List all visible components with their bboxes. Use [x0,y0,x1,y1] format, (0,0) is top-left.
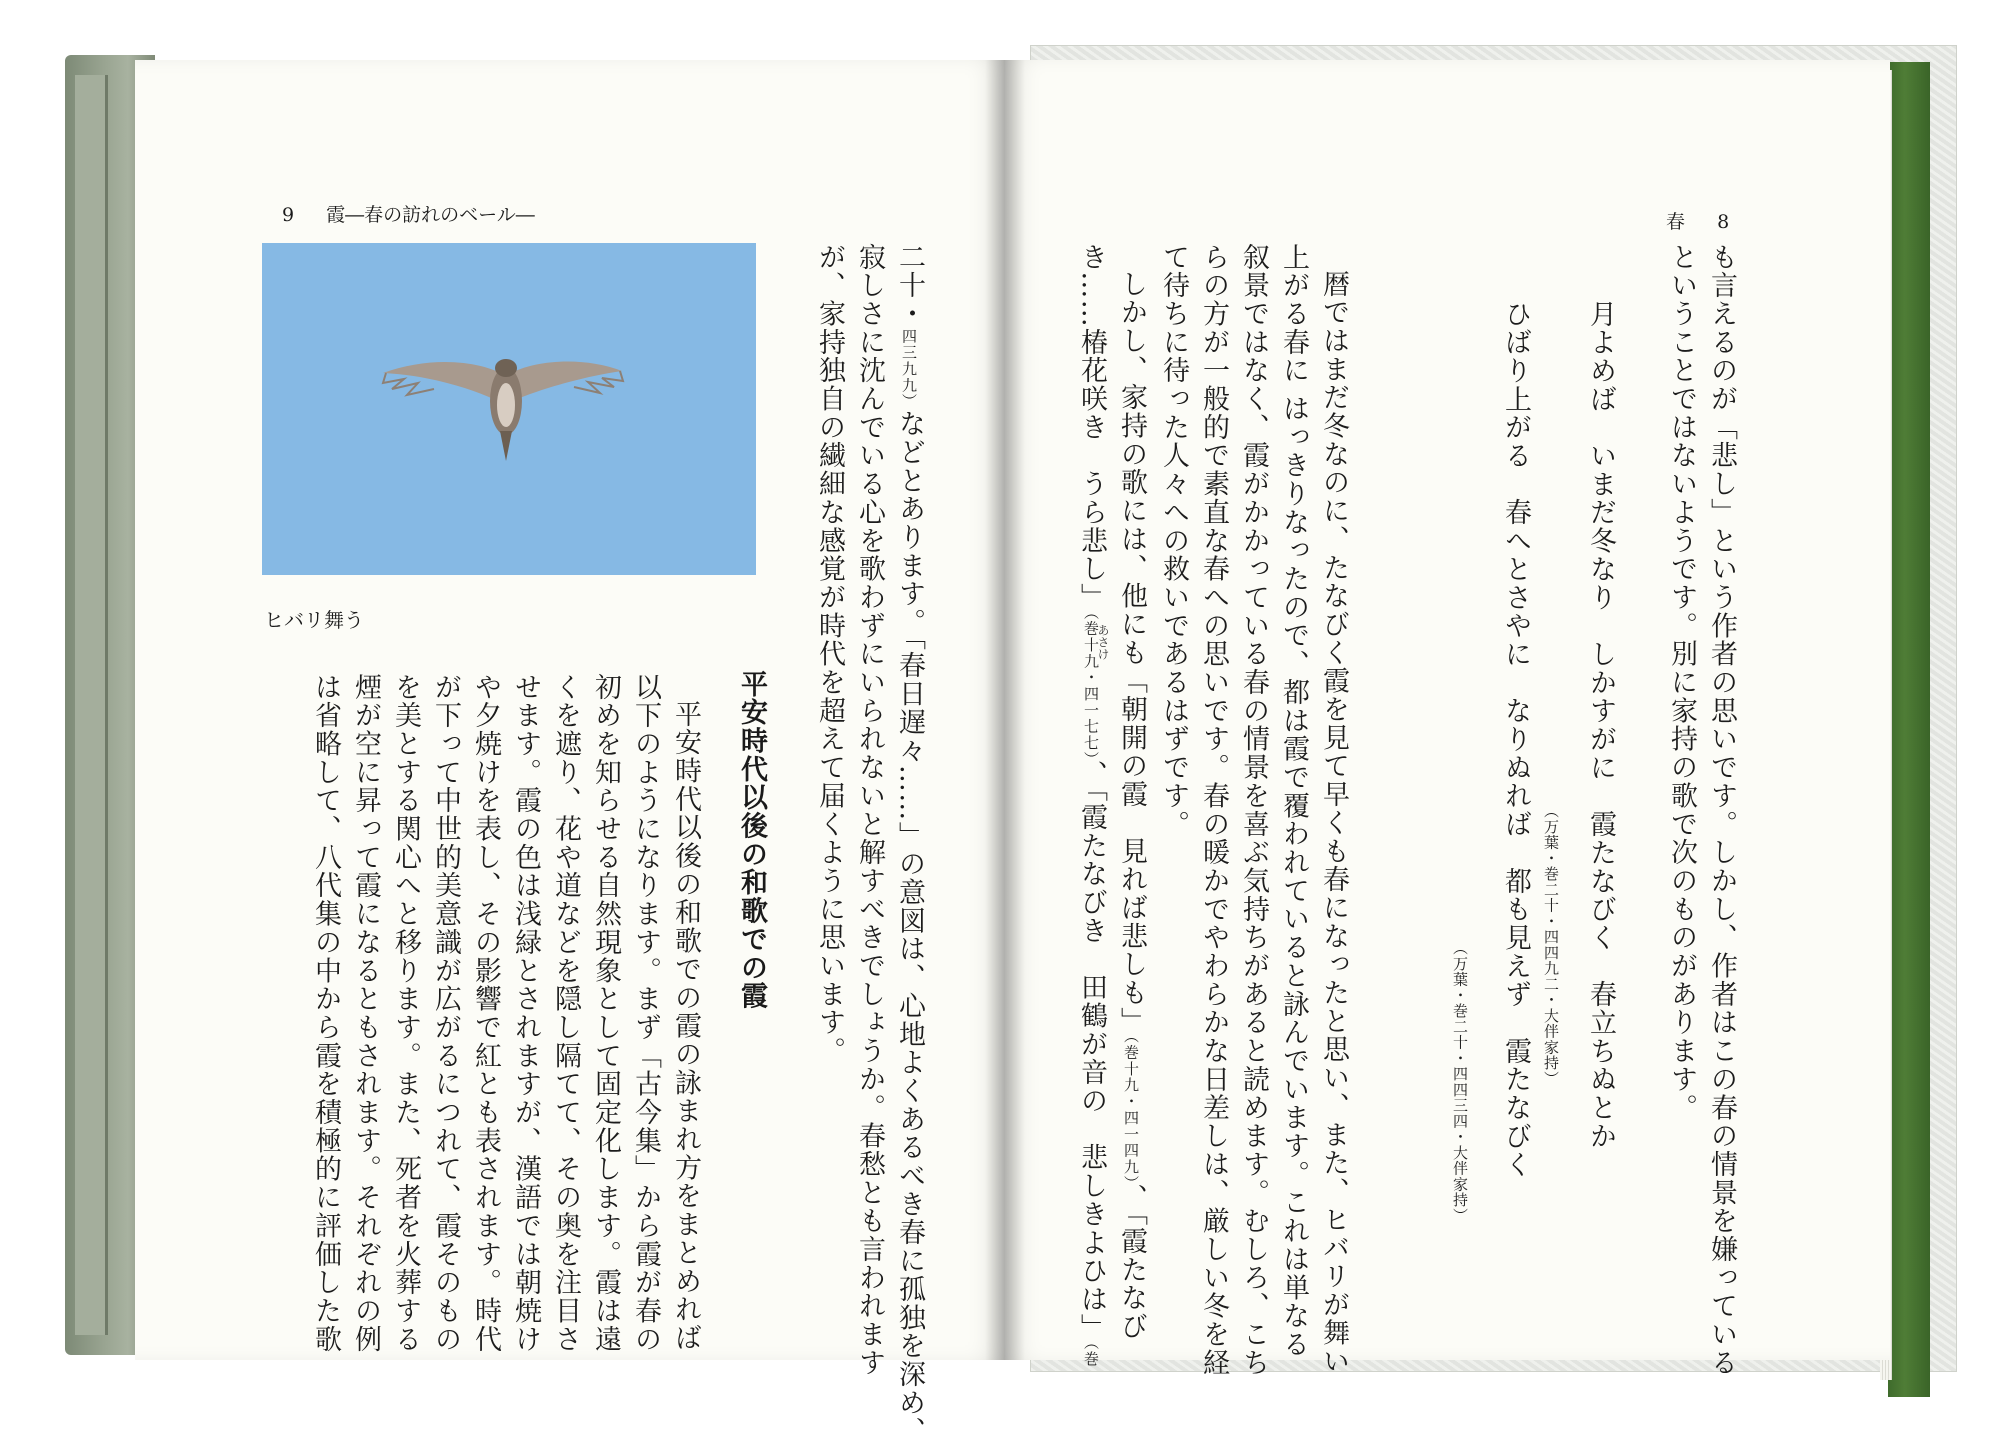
photo-caption: ヒバリ舞う [264,608,364,632]
cover-green-band [1888,62,1930,1397]
right-body-line-6 [1118,270,1145,1341]
left-body-line-10: は省略して、八代集の中から霞を積極的に評価した歌 [310,673,341,1354]
skylark-photo [262,243,756,575]
section-heading: 平安時代以後の和歌での霞 [736,670,767,1011]
right-body-line-4: らの方が一般的で素直な春への思いです。春の暖かでやわらかな日差しは、厳しい冬を経 [1198,243,1229,1377]
left-body-line-3: 初めを知らせる自然現象として固定化します。霞は遠 [590,673,621,1354]
skylark-image [262,243,756,575]
poem-1: 月よめば いまだ冬なり しかすがに 霞たなびく 春立ちぬとか [1585,300,1616,1151]
left-body-line-2: 以下のようになります。まず「古今集」から霞が春の [630,673,661,1354]
left-body-line-6: や夕焼けを表し、その影響で紅とも表されます。時代 [470,673,501,1354]
left-body-line-9: 煙が空に昇って霞になるともされます。それぞれの例 [350,673,381,1354]
left-body-line-4: くを遮り、花や道などを隠し隔てて、その奥を注目さ [550,673,581,1354]
right-intro-line-1: も言えるのが「悲し」という作者の思いです。しかし、作者はこの春の情景を嫌っている [1706,243,1737,1377]
left-body-line-5: せます。霞の色は浅緑とされますが、漢語では朝焼け [510,673,541,1354]
ruby-asake: あさけ [1096,624,1110,660]
line-rest: などとあります。「春日遅々……」の意図は、心地よくあるべき春に孤独を深め、 [894,409,925,1446]
line-7-citation: （巻十九・四一七七） [1082,611,1100,761]
right-body-line-7 [1078,243,1105,1367]
poem-2-source: （万葉・巻二十・四四三四・大伴家持） [1451,940,1469,1224]
line-6-text: しかし、家持の歌には、他にも「朝開の霞 見れば悲しも」 [1116,270,1147,1036]
poem-2: ひばり上がる 春へとさやに なりぬれば 都も見えず 霞たなびく [1500,300,1531,1179]
right-folio-label: 春 [1666,211,1686,233]
line-7-rest: 、「霞たなびき 田鶴が音の 悲しきよひは」 [1076,760,1107,1342]
right-running-head [1666,207,1729,234]
left-running-head [282,200,535,227]
right-page-number: 8 [1717,211,1730,233]
line-7-end-citation: （巻 [1082,1341,1100,1368]
right-intro-line-2: ということではないようです。別に家持の歌で次のものがあります。 [1666,243,1697,1122]
line-prefix: 二十・ [894,243,925,329]
book-gutter [985,60,1025,1360]
left-body-line-7: が下って中世的美意識が広がるにつれて、霞そのもの [430,673,461,1354]
running-head-title: 霞―春の訪れのベール― [326,204,535,226]
left-top-line-2: 寂しさに沈んでいる心を歌わずにいられないと解すべきでしょうか。春愁とも言われます [854,243,885,1377]
line-7-text: き……椿花咲き うら悲し」 [1076,243,1107,612]
left-top-line-3: が、家持独自の繊細な感覚が時代を超えて届くように思います。 [814,243,845,1066]
line-6-rest: 、「霞たなび [1116,1183,1147,1341]
left-page-number: 9 [282,204,295,226]
right-body-line-1: 暦ではまだ冬なのに、たなびく霞を見て早くも春になったと思い、また、ヒバリが舞い [1318,270,1349,1376]
poem-1-source: （万葉・巻二十・四四九二・大伴家持） [1542,803,1560,1087]
left-top-line-1 [896,243,923,1445]
left-body-line-8: を美とする関心へと移ります。また、死者を火葬する [390,673,421,1354]
cover-edge [75,75,108,1335]
right-body-line-5: て待ちに待った人々への救いであるはずです。 [1158,243,1189,839]
left-body-line-1: 平安時代以後の和歌での霞の詠まれ方をまとめれば [670,700,701,1353]
right-body-line-3: 叙景ではなく、霞がかかっている春の情景を喜ぶ気持ちがあると読めます。むしろ、こち [1238,243,1269,1377]
right-body-line-2: 上がる春に はっきりなったので、都は霞で覆われていると詠んでいます。これは単なる [1278,243,1309,1359]
citation-small: 四三九九） [900,328,918,410]
line-6-citation: （巻十九・四一四九） [1122,1035,1140,1184]
